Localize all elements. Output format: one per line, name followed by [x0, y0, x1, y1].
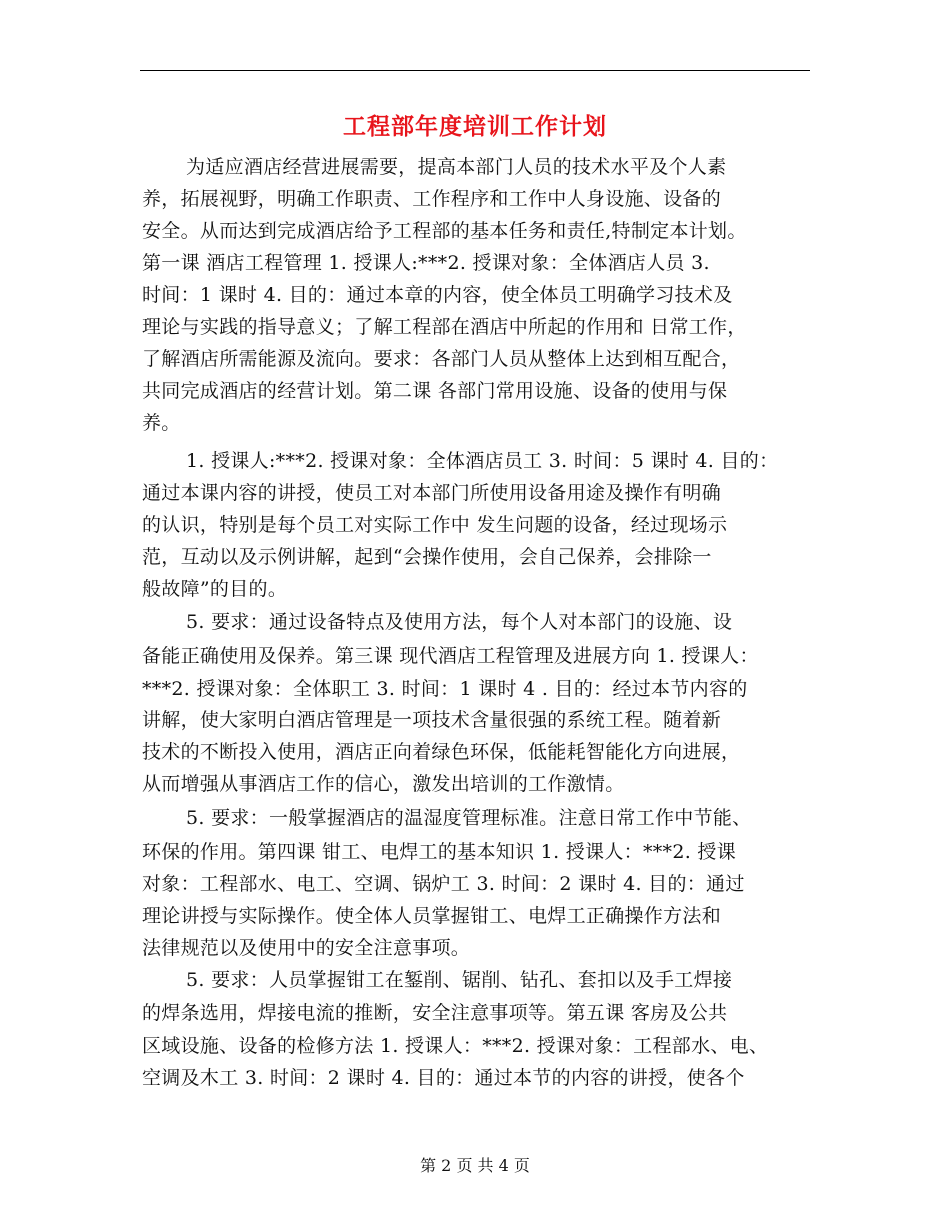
body-line: 讲解，使大家明白酒店管理是一项技术含量很强的系统工程。随着新: [142, 709, 722, 731]
body-line: 空调及木工 3. 时间：2 课时 4. 目的：通过本节的内容的讲授，使各个: [142, 1067, 745, 1089]
body-line: 理论讲授与实际操作。使全体人员掌握钳工、电焊工正确操作方法和: [142, 905, 722, 927]
body-line: ***2. 授课对象：全体职工 3. 时间：1 课时 4 . 目的：经过本节内容的: [142, 678, 748, 700]
body-line: 5. 要求：一般掌握酒店的温湿度管理标准。注意日常工作中节能、: [186, 807, 752, 829]
body-line: 的认识，特别是每个员工对实际工作中 发生问题的设备，经过现场示: [142, 514, 728, 536]
document-title: 工程部年度培训工作计划: [343, 113, 607, 140]
body-line: 范，互动以及示例讲解，起到“会操作使用，会自己保养，会排除一: [142, 546, 712, 568]
page-number: 第 2 页 共 4 页: [420, 1156, 530, 1175]
body-line: 安全。从而达到完成酒店给予工程部的基本任务和责任,特制定本计划。: [142, 220, 747, 242]
body-line: 般故障”的目的。: [142, 578, 288, 600]
body-line: 为适应酒店经营进展需要，提高本部门人员的技术水平及个人素: [186, 156, 727, 178]
body-line: 技术的不断投入使用，酒店正向着绿色环保，低能耗智能化方向进展，: [142, 741, 741, 763]
body-line: 对象：工程部水、电工、空调、锅炉工 3. 时间：2 课时 4. 目的：通过: [142, 873, 745, 895]
body-line: 养。: [142, 412, 181, 434]
body-line: 法律规范以及使用中的安全注意事项。: [142, 937, 471, 959]
body-line: 共同完成酒店的经营计划。第二课 各部门常用设施、设备的使用与保: [142, 380, 728, 402]
body-line: 第一课 酒店工程管理 1. 授课人:***2. 授课对象：全体酒店人员 3.: [142, 252, 710, 274]
body-line: 时间：1 课时 4. 目的：通过本章的内容，使全体员工明确学习技术及: [142, 284, 733, 306]
body-line: 的焊条选用，焊接电流的推断，安全注意事项等。第五课 客房及公共: [142, 1002, 728, 1024]
body-line: 从而增强从事酒店工作的信心，激发出培训的工作激情。: [142, 773, 625, 795]
body-line: 了解酒店所需能源及流向。要求：各部门人员从整体上达到相互配合，: [142, 348, 741, 370]
body-line: 备能正确使用及保养。第三课 现代酒店工程管理及进展方向 1. 授课人：: [142, 645, 759, 667]
body-line: 区域设施、设备的检修方法 1. 授课人：***2. 授课对象：工程部水、电、: [142, 1035, 769, 1057]
body-line: 5. 要求：人员掌握钳工在錾削、锯削、钻孔、套扣以及手工焊接: [186, 969, 733, 991]
body-line: 养，拓展视野，明确工作职责、工作程序和工作中人身设施、设备的: [142, 188, 722, 210]
body-line: 1. 授课人:***2. 授课对象：全体酒店员工 3. 时间：5 课时 4. 目的：: [186, 450, 779, 472]
header-rule: [140, 70, 810, 71]
body-line: 理论与实践的指导意义；了解工程部在酒店中所起的作用和 日常工作，: [142, 316, 747, 338]
body-line: 环保的作用。第四课 钳工、电焊工的基本知识 1. 授课人：***2. 授课: [142, 841, 737, 863]
body-line: 通过本课内容的讲授，使员工对本部门所使用设备用途及操作有明确: [142, 482, 722, 504]
body-line: 5. 要求：通过设备特点及使用方法，每个人对本部门的设施、设: [186, 611, 733, 633]
